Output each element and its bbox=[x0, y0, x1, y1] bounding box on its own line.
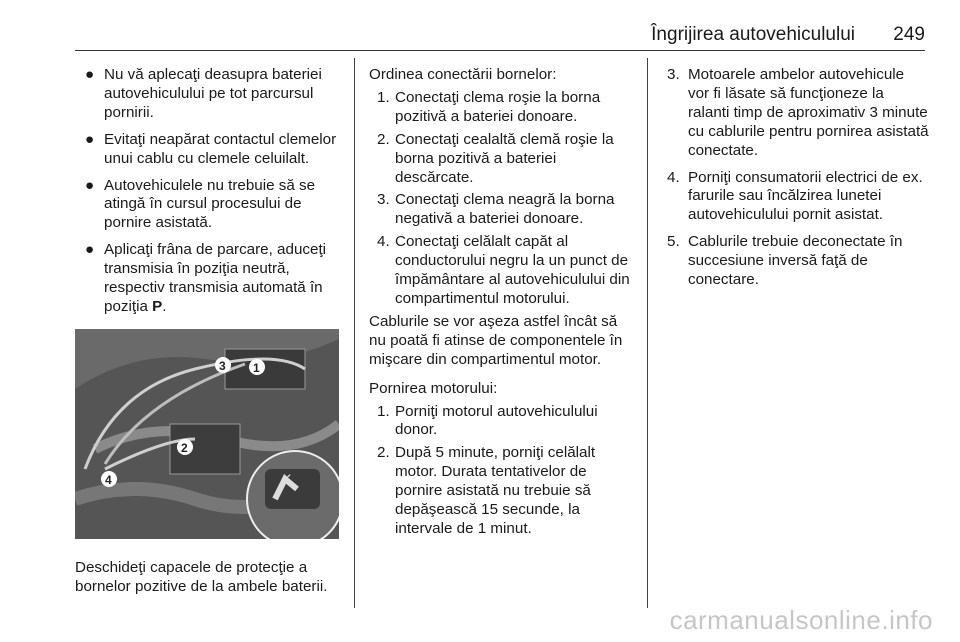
list-item bbox=[75, 66, 343, 123]
step-text: Cablurile trebuie deconectate în succesiune inversă faţă de conectare. bbox=[688, 233, 903, 289]
figure-caption: Deschideţi capacele de protecţie a bornelor pozitive de la ambele baterii. bbox=[75, 558, 328, 595]
section-intro: Ordinea conectării bornelor: bbox=[369, 66, 557, 83]
list-item bbox=[75, 177, 343, 234]
list-item bbox=[369, 233, 637, 309]
gear-position-p: P bbox=[152, 297, 163, 315]
watermark: carmanualsonline.info bbox=[669, 605, 933, 635]
list-item bbox=[369, 444, 637, 539]
list-item bbox=[75, 241, 343, 317]
bullet-icon: ● bbox=[85, 66, 95, 83]
step-text: Conectaţi clema neagră la borna negativă a bateriei donoare. bbox=[395, 191, 615, 228]
step-text: Porniţi consumatorii electrici de ex. farurile sau încălzirea lunetei autovehiculului pornit asistat. bbox=[688, 168, 923, 224]
bullet-text: Evitaţi neapărat contactul clemelor unui cablu cu clemele celuilalt. bbox=[104, 130, 337, 167]
bullet-icon: ● bbox=[85, 130, 95, 148]
list-item bbox=[369, 191, 637, 229]
list-item bbox=[667, 169, 929, 226]
step-number: 1. bbox=[377, 402, 390, 420]
list-item bbox=[667, 233, 929, 290]
step-number: 4. bbox=[377, 233, 390, 251]
step-text: După 5 minute, porniţi celălalt motor. Durata tentativelor de pornire asistată nu trebuie să depăşească 15 secunde, la intervale de 1 minut. bbox=[395, 444, 596, 537]
step-text: Motoarele ambelor autovehicule vor fi lăsate să funcţioneze la ralanti timp de aproximativ 3 minute cu cablurile pentru pornirea asistată conectate. bbox=[688, 66, 929, 159]
bullet-text: Autovehiculele nu trebuie să se atingă în cursul procesului de pornire asistată. bbox=[104, 176, 316, 232]
start-title: Pornirea motorului: bbox=[369, 379, 498, 397]
step-text: Conectaţi clema roşie la borna pozitivă a bateriei donoare. bbox=[395, 88, 601, 125]
column-3 bbox=[667, 66, 929, 298]
step-number: 3. bbox=[377, 191, 390, 209]
callout-1: 1 bbox=[253, 360, 260, 375]
list-item bbox=[369, 403, 637, 441]
column-divider-2 bbox=[647, 58, 648, 608]
callout-2: 2 bbox=[181, 440, 188, 455]
step-number: 2. bbox=[377, 130, 390, 148]
callout-4: 4 bbox=[105, 472, 112, 487]
step-number: 3. bbox=[667, 66, 680, 83]
bullet-icon: ● bbox=[85, 176, 95, 194]
bullet-text: Nu vă aplecaţi deasupra bateriei autovehiculului pe tot parcursul pornirii. bbox=[104, 66, 322, 121]
step-number: 4. bbox=[667, 168, 680, 186]
step-number: 5. bbox=[667, 233, 680, 251]
step-text: Porniţi motorul autovehiculului donor. bbox=[395, 402, 598, 439]
cable-note: Cablurile se vor aşeza astfel încât să nu poată fi atinse de componentele în mişcare din compartimentul motor. bbox=[369, 312, 623, 368]
battery-illustration bbox=[75, 329, 339, 539]
step-text: Conectaţi celălalt capăt al conductorului negru la un punct de împământare al autovehiculului din compartimentul motorului. bbox=[395, 233, 630, 307]
page-header bbox=[75, 24, 925, 52]
step-text: Conectaţi cealaltă clemă roşie la borna pozitivă a bateriei descărcate. bbox=[395, 130, 614, 186]
engine-bay-drawing bbox=[75, 329, 339, 539]
svg-text:✕: ✕ bbox=[282, 470, 293, 485]
list-item bbox=[75, 131, 343, 169]
list-item bbox=[369, 89, 637, 127]
bullet-icon: ● bbox=[85, 241, 95, 259]
list-item bbox=[667, 66, 929, 161]
bullet-end: . bbox=[162, 297, 167, 315]
header-divider bbox=[75, 50, 925, 51]
step-number: 1. bbox=[377, 88, 390, 106]
callout-3: 3 bbox=[219, 358, 226, 373]
column-1 bbox=[75, 66, 343, 601]
column-2 bbox=[369, 66, 637, 543]
step-number: 2. bbox=[377, 444, 390, 462]
page-title: Îngrijirea autovehiculului bbox=[651, 24, 855, 45]
list-item bbox=[369, 131, 637, 188]
column-divider-1 bbox=[354, 58, 355, 608]
bullet-text: Aplicaţi frâna de parcare, aduceţi transmisia în poziţia neutră, respectiv transmisia automată în poziţia bbox=[104, 241, 327, 315]
page-number: 249 bbox=[893, 24, 925, 45]
